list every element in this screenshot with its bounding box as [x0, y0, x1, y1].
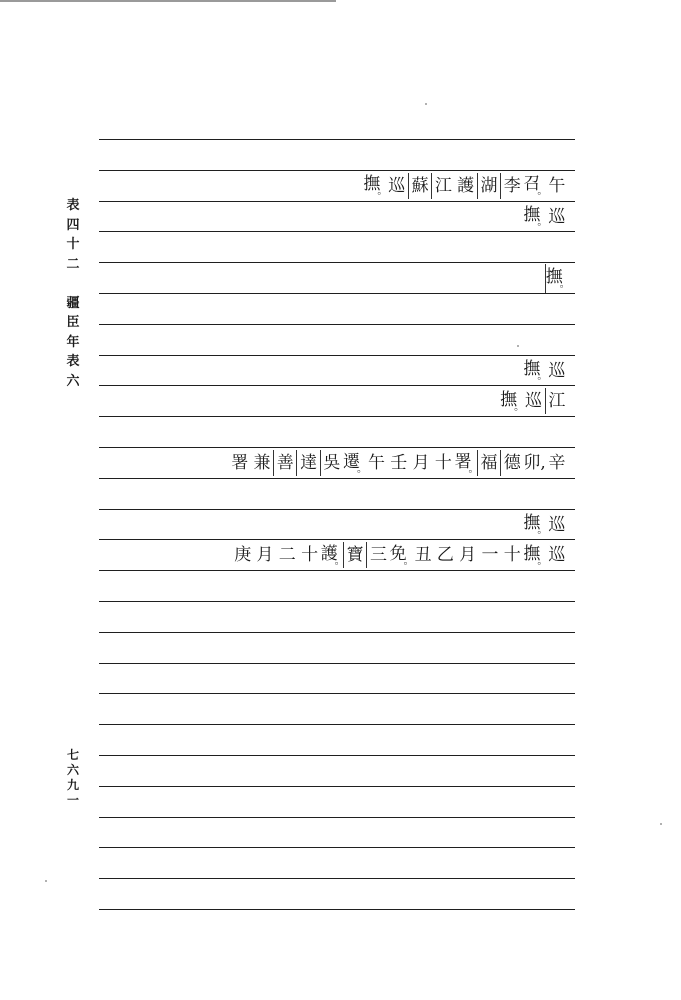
margin-header-char: 十: [66, 237, 80, 252]
row-char: 署 。: [455, 449, 477, 478]
table-rule: [99, 355, 575, 356]
row-char: 一: [481, 545, 499, 566]
row-char: 遷 。: [343, 449, 365, 478]
page-number-char: 一: [66, 793, 79, 807]
table-rule: [99, 601, 575, 602]
table-rule: [99, 724, 575, 725]
table-row: [545, 265, 568, 291]
table-rule: [99, 755, 575, 756]
table-rule: [99, 139, 575, 140]
table-row: [523, 512, 568, 538]
row-char: 巡: [548, 514, 566, 535]
row-char: 巡: [548, 360, 566, 381]
page-number-char: 六: [66, 763, 79, 777]
row-char: 十: [503, 545, 521, 566]
row-char: 署: [231, 453, 249, 473]
row-char: 蘇: [408, 173, 431, 199]
row-char: 巡: [525, 391, 543, 412]
row-char: 撫 。: [500, 387, 522, 416]
table-rule: [99, 478, 575, 479]
row-char: 吳: [320, 450, 343, 476]
table-rule: [99, 878, 575, 879]
page-number-char: 七: [66, 748, 79, 762]
margin-header-char: 六: [66, 373, 80, 389]
margin-header-char: 疆: [66, 295, 80, 311]
margin-header-char: 四: [66, 217, 80, 233]
row-char: 召 。: [523, 171, 545, 200]
row-char: 十: [301, 545, 319, 566]
row-char: 湖: [477, 173, 500, 199]
table-rule: [99, 663, 575, 664]
row-char: 月: [256, 545, 274, 566]
table-row: [232, 542, 568, 568]
margin-header-char: 表: [66, 354, 80, 369]
table-rule: [99, 262, 575, 263]
table-rule: [99, 170, 575, 171]
row-char: 三: [366, 542, 389, 568]
row-char: 巡: [388, 175, 406, 196]
row-char: 撫 。: [545, 264, 568, 293]
row-char: 江: [431, 173, 454, 199]
row-char: 丑: [414, 545, 432, 566]
row-char: 辛: [548, 453, 566, 473]
row-char: 卯,: [523, 453, 546, 473]
table-row: [523, 358, 568, 384]
row-char: 江: [545, 388, 568, 414]
row-char: 庚: [234, 545, 252, 566]
row-char: 撫 。: [523, 510, 545, 539]
row-char: 德: [500, 450, 523, 476]
margin-header-char: [62, 274, 84, 294]
paper-speck: [660, 823, 662, 825]
row-char: 撫 。: [523, 202, 545, 231]
row-char: 善: [273, 450, 296, 476]
page-number-column: [62, 748, 84, 808]
table-rule: [99, 416, 575, 417]
row-char: 乙: [436, 545, 454, 566]
table-row: [523, 204, 568, 230]
table-rule: [99, 324, 575, 325]
margin-header-column: [62, 196, 84, 391]
table-rule: [99, 447, 575, 448]
margin-header-char: 年: [66, 334, 80, 350]
row-char: 護 。: [321, 541, 343, 570]
row-char: 李: [500, 173, 523, 199]
row-char: 撫 。: [523, 541, 545, 570]
row-char: 護: [457, 175, 475, 196]
table-rule: [99, 817, 575, 818]
row-char: 寶: [343, 542, 366, 568]
margin-header-char: 表: [66, 198, 80, 213]
table-row: [229, 450, 568, 476]
row-char: 巡: [548, 206, 566, 227]
table-rule: [99, 509, 575, 510]
paper-speck: [517, 345, 519, 347]
table-rule: [99, 786, 575, 787]
row-char: 達: [296, 450, 319, 476]
row-char: 巡: [548, 545, 566, 566]
table-row: [363, 173, 568, 199]
table-rule: [99, 570, 575, 571]
row-char: 午: [548, 175, 566, 196]
row-char: 撫 。: [363, 171, 385, 200]
top-edge-rule: [0, 0, 336, 2]
table-rule: [99, 693, 575, 694]
table-row: [500, 388, 568, 414]
table-rule: [99, 293, 575, 294]
table-rule: [99, 632, 575, 633]
row-char: 福: [477, 450, 500, 476]
margin-header-char: 臣: [66, 315, 80, 330]
row-char: 月: [412, 453, 430, 473]
table-rule: [99, 909, 575, 910]
table-rule: [99, 201, 575, 202]
row-char: 午: [367, 453, 385, 473]
paper-speck: [425, 103, 427, 105]
page-number-char: 九: [66, 778, 79, 792]
row-char: 壬: [390, 453, 408, 473]
row-char: 兼: [253, 453, 271, 473]
row-char: 十: [434, 453, 452, 473]
row-char: 月: [459, 545, 477, 566]
paper-speck: [45, 880, 47, 882]
margin-header-char: 二: [66, 256, 80, 272]
table-rule: [99, 847, 575, 848]
row-char: 免 。: [390, 541, 412, 570]
row-char: 撫 。: [523, 356, 545, 385]
row-char: 二: [278, 545, 296, 566]
table-rule: [99, 231, 575, 232]
